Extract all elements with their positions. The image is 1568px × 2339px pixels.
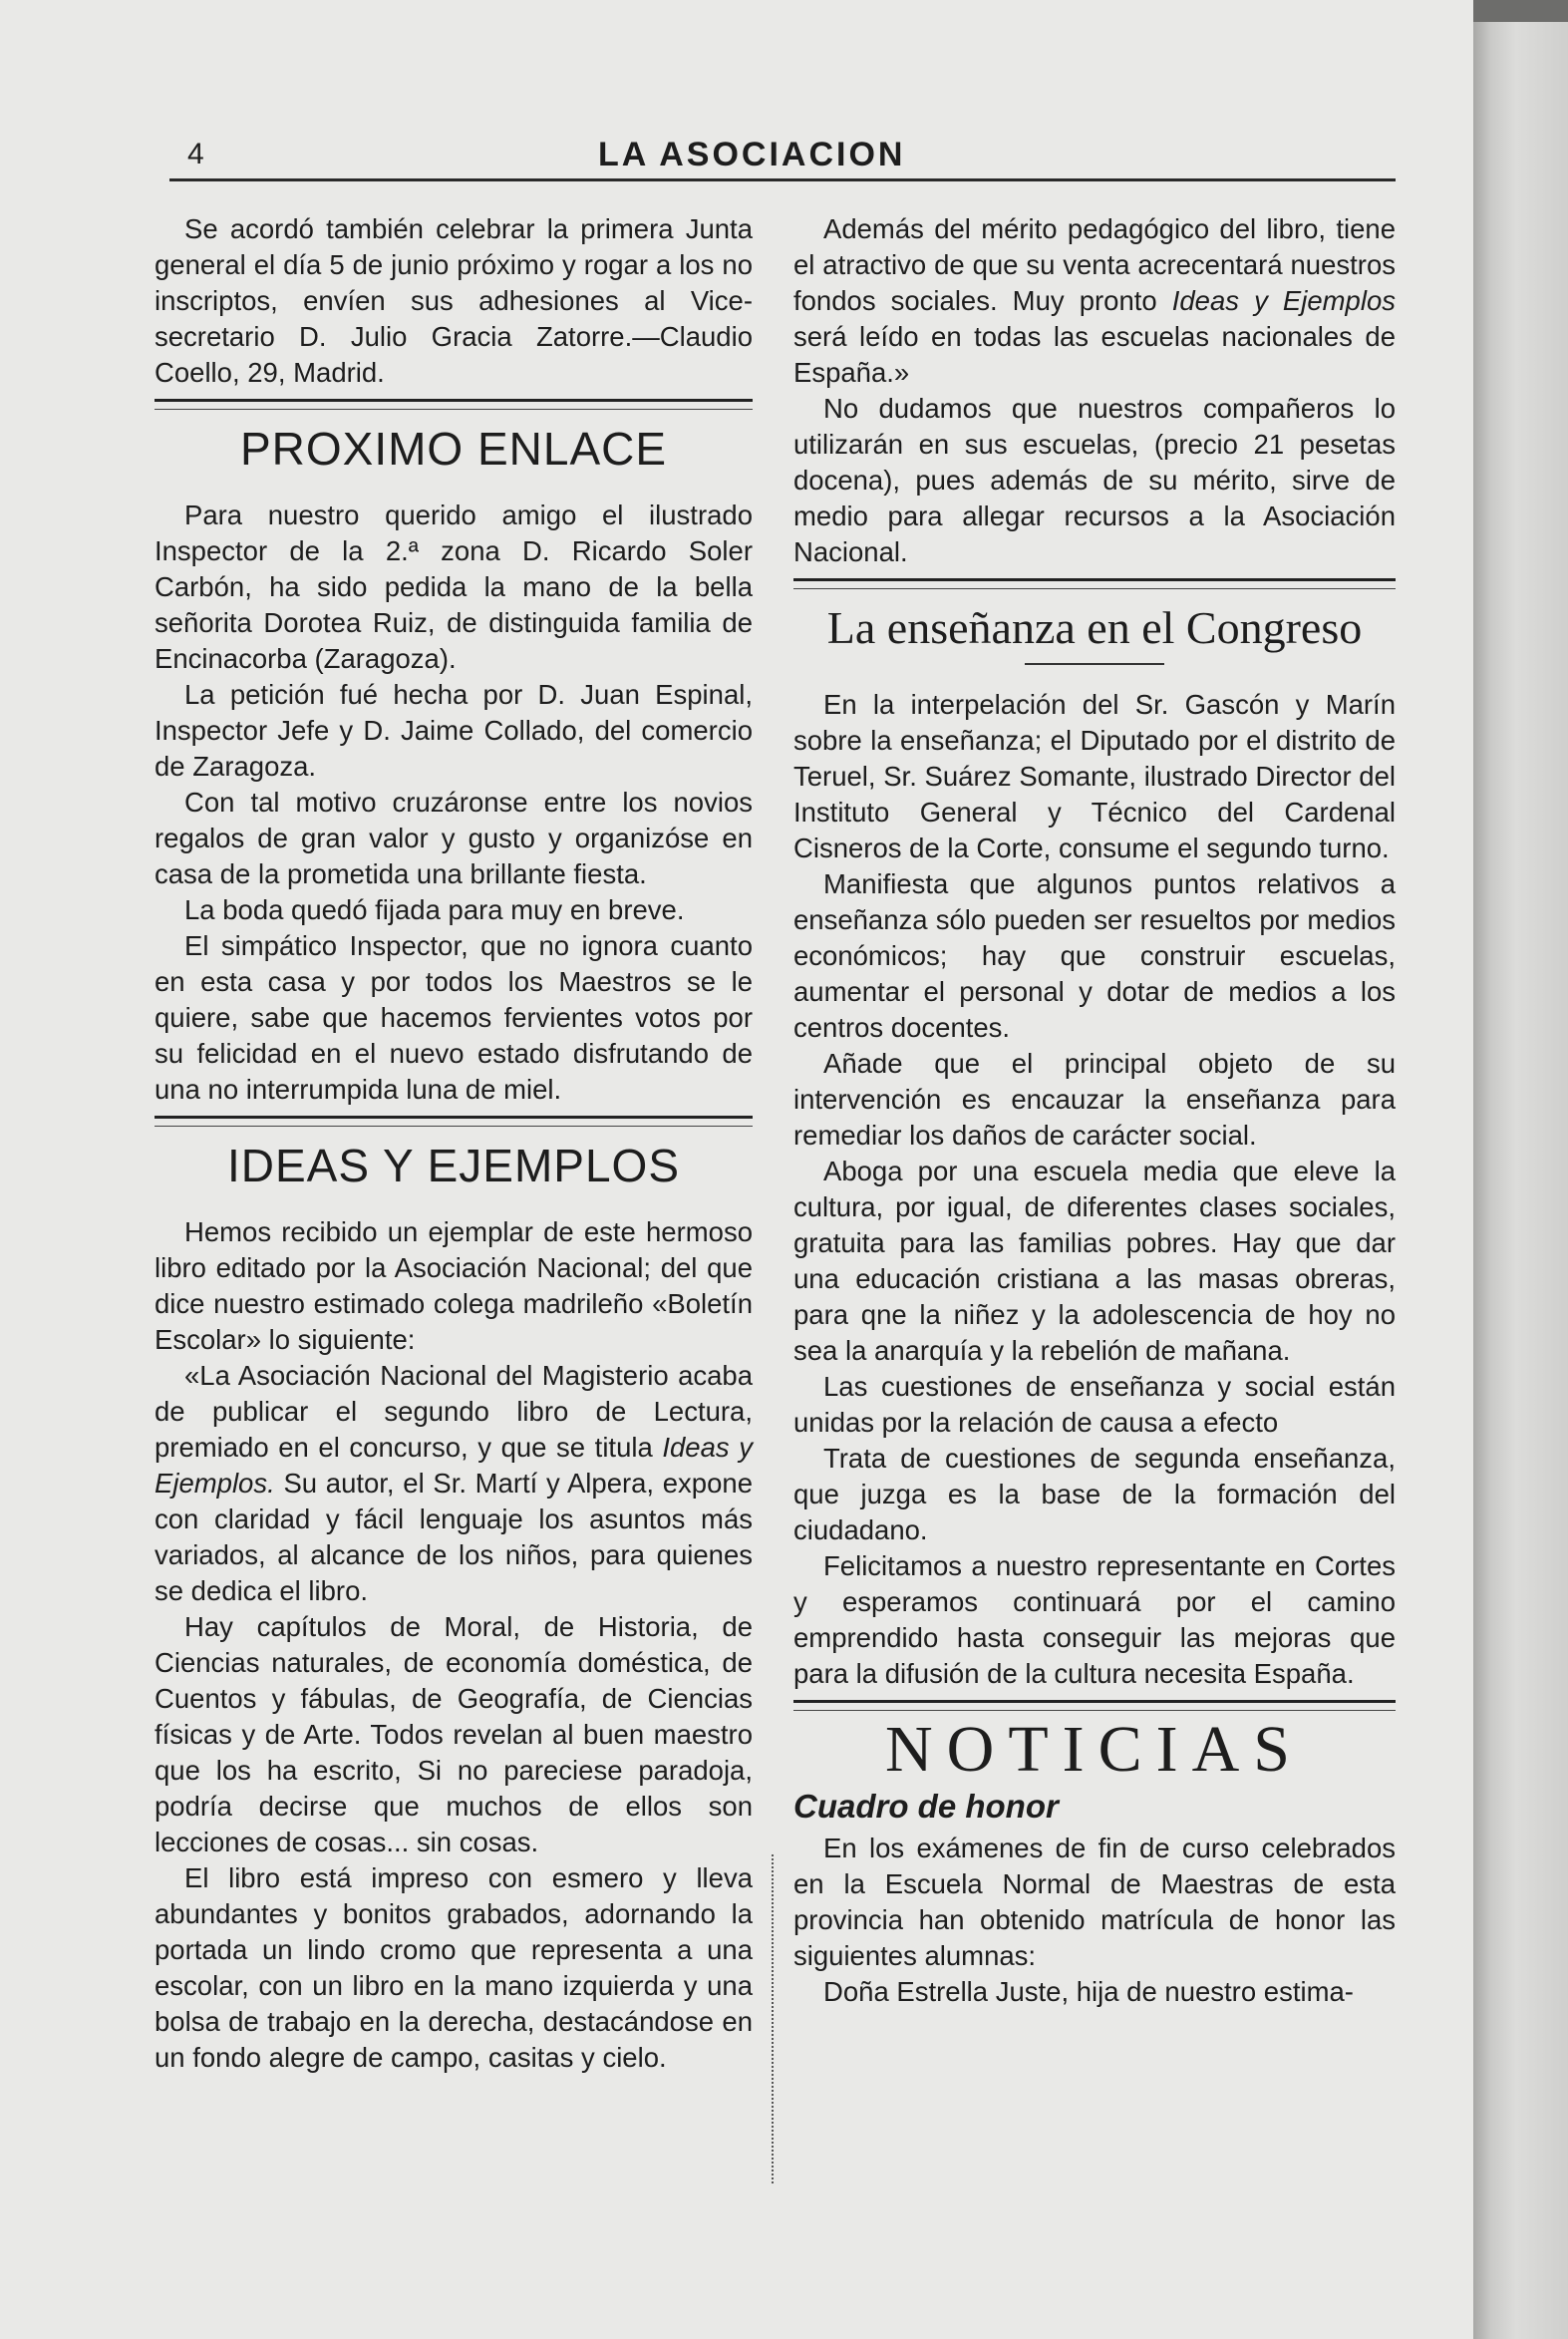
- article-paragraph: Manifiesta que algunos puntos relativos a enseñanza sólo pueden ser resueltos por medios económicos; hay que construir escuelas, aumentar el personal y dotar de medios a los centros docentes.: [793, 868, 1396, 1043]
- article-paragraph: Añade que el principal objeto de su intervención es encauzar la enseñanza para remediar los daños de carácter social.: [793, 1048, 1396, 1151]
- article-paragraph: El simpático Inspector, que no ignora cuanto en esta casa y por todos los Maestros se le quiere, sabe que hacemos fervientes votos por su felicidad en el nuevo estado disfrutando de una no interrumpida luna de miel.: [155, 930, 753, 1105]
- section-title-proximo-enlace: PROXIMO ENLACE: [239, 423, 668, 475]
- section-title-ensenanza-congreso: La enseñanza en el Congreso: [826, 602, 1363, 653]
- article-paragraph: No dudamos que nuestros compañeros lo utilizarán en sus escuelas, (precio 21 pesetas docena), pues además de su mérito, sirve de medio para allegar recursos a la Asociación Nacional.: [793, 393, 1396, 567]
- article-paragraph: La boda quedó fijada para muy en breve.: [184, 894, 685, 925]
- section-divider: [155, 1116, 753, 1127]
- section-divider: [793, 1700, 1396, 1711]
- intro-paragraph: Se acordó también celebrar la primera Junta general el día 5 de junio próximo y rogar a los no inscriptos, envíen sus adhesiones al Vice-secretario D. Julio Gracia Zatorre.—Claudio Coello, 29, Madrid.: [155, 213, 753, 388]
- article-paragraph: La petición fué hecha por D. Juan Espinal, Inspector Jefe y D. Jaime Collado, del comercio de Zaragoza.: [155, 679, 753, 782]
- title-underline: [1025, 663, 1164, 665]
- article-paragraph: Hemos recibido un ejemplar de este hermoso libro editado por la Asociación Nacional; del que dice nuestro estimado colega madrileño «Boletín Escolar» lo siguiente:: [155, 1216, 753, 1355]
- article-paragraph: En la interpelación del Sr. Gascón y Marín sobre la enseñanza; el Diputado por el distrito de Teruel, Sr. Suárez Somante, ilustrado Director del Instituto General y Técnico del Cardenal Cisneros de la Corte, consume el segundo turno.: [793, 689, 1396, 863]
- section-title-noticias: NOTICIAS: [885, 1713, 1304, 1786]
- text-run: Su autor, el Sr. Martí y Alpera, expone con claridad y fácil lenguaje los asuntos más variados, al alcance de los niños, para quienes se dedica el libro.: [155, 1468, 753, 1606]
- subsection-title: Cuadro de honor: [793, 1788, 1059, 1825]
- book-title: Ideas y Ejemplos: [1171, 285, 1396, 316]
- article-paragraph: El libro está impreso con esmero y lleva abundantes y bonitos grabados, adornando la portada un lindo cromo que representa a una escolar, con un libro en la mano izquierda y una bolsa de trabajo en la derecha, destacándose en un fondo alegre de campo, casitas y cielo.: [155, 1862, 753, 2073]
- text-run: «La Asociación Nacional del Magisterio acaba de publicar el segundo libro de Lectura, premiado en el concurso, y que se titula: [155, 1360, 753, 1463]
- article-paragraph: Doña Estrella Juste, hija de nuestro estima-: [823, 1976, 1354, 2007]
- column-divider: [772, 1854, 776, 2183]
- page-edge-corner: [1473, 0, 1568, 22]
- section-divider: [155, 399, 753, 410]
- publication-title: LA ASOCIACION: [598, 136, 906, 173]
- page-number: 4: [187, 138, 204, 170]
- book-title: Ideas y Ejemplos.: [155, 1432, 753, 1499]
- header-rule: [169, 178, 1396, 181]
- article-paragraph: Felicitamos a nuestro representante en Cortes y esperamos continuará por el camino emprendido hasta conseguir las mejoras que para la difusión de la cultura necesita España.: [793, 1550, 1396, 1689]
- article-paragraph: Hay capítulos de Moral, de Historia, de Ciencias naturales, de economía doméstica, de Cuentos y fábulas, de Geografía, de Ciencias físicas y de Arte. Todos revelan al buen maestro que los ha escrito, Si no pareciese paradoja, podría decirse que muchos de ellos son lecciones de cosas... sin cosas.: [155, 1611, 753, 1857]
- page-header: [159, 132, 1396, 181]
- article-paragraph: Con tal motivo cruzáronse entre los novios regalos de gran valor y gusto y organizóse en casa de la prometida una brillante fiesta.: [155, 787, 753, 889]
- article-paragraph: Para nuestro querido amigo el ilustrado Inspector de la 2.ª zona D. Ricardo Soler Carbón, ha sido pedida la mano de la bella señorita Dorotea Ruiz, de distinguida familia de Encinacorba (Zaragoza).: [155, 500, 753, 674]
- article-paragraph-continued: [793, 211, 1396, 391]
- left-column: [155, 211, 753, 2205]
- section-divider: [793, 578, 1396, 589]
- page-edge: [1473, 0, 1568, 2339]
- article-paragraph: Aboga por una escuela media que eleve la cultura, por igual, de diferentes clases sociales, gratuita para las familias pobres. Hay que dar una educación cristiana a las masas obreras, para qne la niñez y la adolescencia de hoy no sea la anarquía y la rebelión de mañana.: [793, 1156, 1396, 1366]
- text-run: Además del mérito pedagógico del libro, tiene el atractivo de que su venta acrecentará nuestros fondos sociales. Muy pronto: [793, 213, 1396, 316]
- article-paragraph: Trata de cuestiones de segunda enseñanza, que juzga es la base de la formación del ciudadano.: [793, 1443, 1396, 1545]
- section-title-ideas-y-ejemplos: IDEAS Y EJEMPLOS: [226, 1140, 681, 1191]
- article-paragraph: Las cuestiones de enseñanza y social están unidas por la relación de causa a efecto: [793, 1371, 1396, 1438]
- article-paragraph: En los exámenes de fin de curso celebrados en la Escuela Normal de Maestras de esta provincia han obtenido matrícula de honor las siguientes alumnas:: [793, 1833, 1396, 1971]
- article-paragraph-quote: [155, 1358, 753, 1609]
- text-run: será leído en todas las escuelas nacionales de España.»: [793, 321, 1396, 388]
- right-column: [793, 211, 1396, 2205]
